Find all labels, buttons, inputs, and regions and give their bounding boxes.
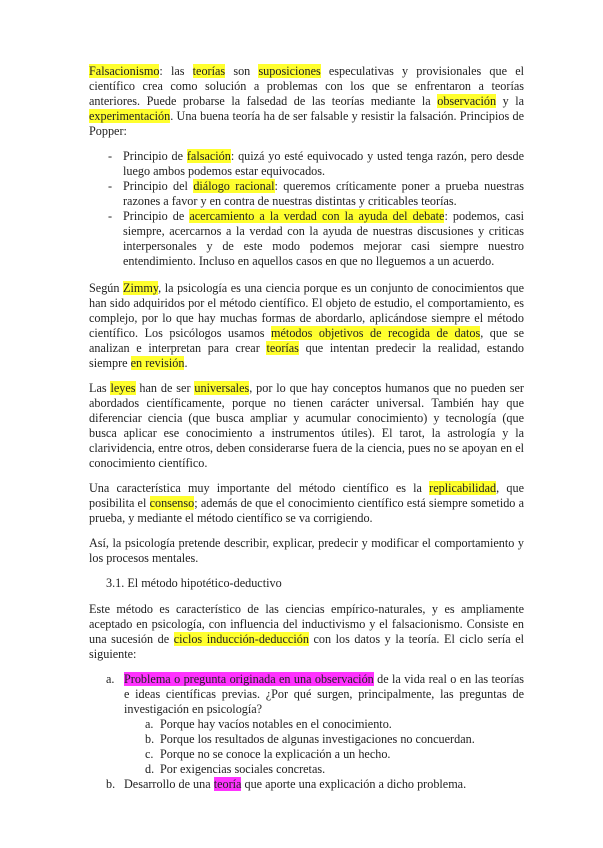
text: Este método es característico de las ciencias empírico-naturales, y es ampliamente aceptado en psicología, con influencia del inductivismo y el falsacionismo. Consiste en una sucesión de [89, 602, 524, 646]
highlight-leyes: leyes [110, 381, 136, 395]
paragraph-replicabilidad [89, 481, 524, 526]
highlight-experimentacion: experimentación [89, 109, 171, 123]
text: Por exigencias sociales concretas. [160, 762, 326, 776]
sublist-item [124, 747, 524, 762]
list-marker: d. [145, 762, 155, 776]
text: : quizá yo esté equivocado y usted tenga razón, pero desde luego ambos podemos estar equivocados. [123, 149, 524, 178]
text: Principio de [123, 149, 187, 163]
list-marker: c. [145, 747, 154, 761]
popper-principles-list [89, 149, 524, 269]
highlight-problema: Problema o pregunta originada en una observación [124, 672, 374, 686]
highlight-observacion: observación [437, 94, 497, 108]
section-heading: 3.1. El método hipotético-deductivo [106, 576, 282, 590]
step-text [124, 777, 524, 792]
reasons-sublist [124, 717, 524, 777]
text: de la vida real o en las teorías e ideas científicas previas. ¿Por qué surgen, principalmente, las preguntas de investigación en psicología? [124, 672, 525, 716]
highlight-consenso: consenso [149, 496, 195, 510]
text: . Una buena teoría ha de ser falsable y resistir la falsación. Principios de Popper: [89, 109, 524, 138]
highlight-falsacionismo: Falsacionismo [89, 64, 160, 78]
text: que aporte una explicación a dicho problema. [241, 777, 467, 791]
highlight-universales: universales [194, 381, 250, 395]
paragraph-metodo [89, 602, 524, 662]
sublist-item [124, 717, 524, 732]
principle-item [89, 149, 524, 179]
principle-item [89, 209, 524, 269]
paragraph-leyes [89, 381, 524, 471]
highlight-zimmy: Zimmy [123, 281, 159, 295]
paragraph-conclusion: Así, la psicología pretende describir, explicar, predecir y modificar el comportamiento y los procesos mentales. [89, 536, 524, 565]
text: , que se analizan e interpretan para crear [89, 326, 525, 355]
list-marker: b. [145, 732, 155, 746]
text: son [225, 64, 259, 78]
text: , por lo que hay conceptos humanos que no pueden ser abordados científicamente, porque no tienen carácter universal. También hay que diferenciar ciencia (que busca ampliar y acumular conocimiento) y tecnología (que busca aplicar ese conocimiento a instrumentos útiles). El tarot, la astrología y la clarividencia, entre otros, deben considerarse fuera de la ciencia, pues no se apoyan en el conocimiento científico. [89, 381, 524, 470]
step-item [89, 777, 524, 792]
list-marker: a. [106, 672, 115, 686]
highlight-metodos-objetivos: métodos objetivos de recogida de datos [271, 326, 481, 340]
text: , la psicología es una ciencia porque es un conjunto de conocimientos que han sido adquiridos por el método científico. El objeto de estudio, el comportamiento, es complejo, por lo que hay muchas formas de abordarlo, aplicándose siempre el método científico. Los psicólogos usamos [89, 281, 525, 340]
principle-item [89, 179, 524, 209]
highlight-teorias: teorías [192, 64, 226, 78]
text: han de ser [135, 381, 195, 395]
text: , que posibilita el [89, 481, 524, 510]
highlight-suposiciones: suposiciones [258, 64, 321, 78]
text: y la [496, 94, 524, 108]
text: Según [89, 281, 124, 295]
highlight-replicabilidad: replicabilidad [429, 481, 497, 495]
text: con los datos y la teoría. El ciclo sería el siguiente: [89, 632, 524, 661]
highlight-teorias: teorías [266, 341, 299, 355]
highlight-acercamiento: acercamiento a la verdad con la ayuda del debate [189, 209, 445, 223]
text: ; además de que el conocimiento científico está siempre sometido a prueba, y mediante el método científico se va corrigiendo. [89, 496, 524, 525]
text: Principio de [123, 209, 190, 223]
list-marker: b. [106, 777, 116, 791]
text: Porque los resultados de algunas investigaciones no concuerdan. [160, 732, 475, 746]
text: que intentan predecir la realidad, estando siempre [89, 341, 525, 370]
highlight-ciclos: ciclos inducción-deducción [173, 632, 309, 646]
highlight-teoria: teoría [213, 777, 242, 791]
sublist-item [124, 762, 524, 777]
text: Porque no se conoce la explicación a un hecho. [160, 747, 391, 761]
text: . [184, 356, 188, 370]
text: : las [159, 64, 193, 78]
text: Las [89, 381, 111, 395]
text: : podemos, casi siempre, acercarnos a la verdad con la ayuda de nuestras discusiones y criticas interpersonales y de este modo podemos mejorar casi siempre nuestro entendimiento. Incluso en aquellos casos en que no lleguemos a un acuerdo. [123, 209, 524, 268]
highlight-en-revision: en revisión [130, 356, 185, 370]
page-content [89, 64, 524, 792]
method-steps-list [89, 672, 524, 792]
text: Una característica muy importante del método científico es la [89, 481, 430, 495]
step-text [124, 672, 524, 717]
sublist-item [124, 732, 524, 747]
step-item [89, 672, 524, 777]
text: Porque hay vacíos notables en el conocimiento. [160, 717, 392, 731]
highlight-dialogo-racional: diálogo racional [193, 179, 275, 193]
highlight-falsacion: falsación [186, 149, 231, 163]
list-marker: a. [145, 717, 154, 731]
text: Principio del [123, 179, 194, 193]
text: especulativas y provisionales que el científico crea como solución a problemas con los que se enfrentaron a teorías anteriores. Puede probarse la falsedad de las teorías mediante la [89, 64, 524, 108]
text: Desarrollo de una [124, 777, 214, 791]
text: : queremos críticamente poner a prueba nuestras razones a favor y en contra de nuestras distintas y criticables teorías. [123, 179, 524, 208]
paragraph-falsacionismo [89, 64, 524, 139]
paragraph-zimmy [89, 281, 524, 371]
